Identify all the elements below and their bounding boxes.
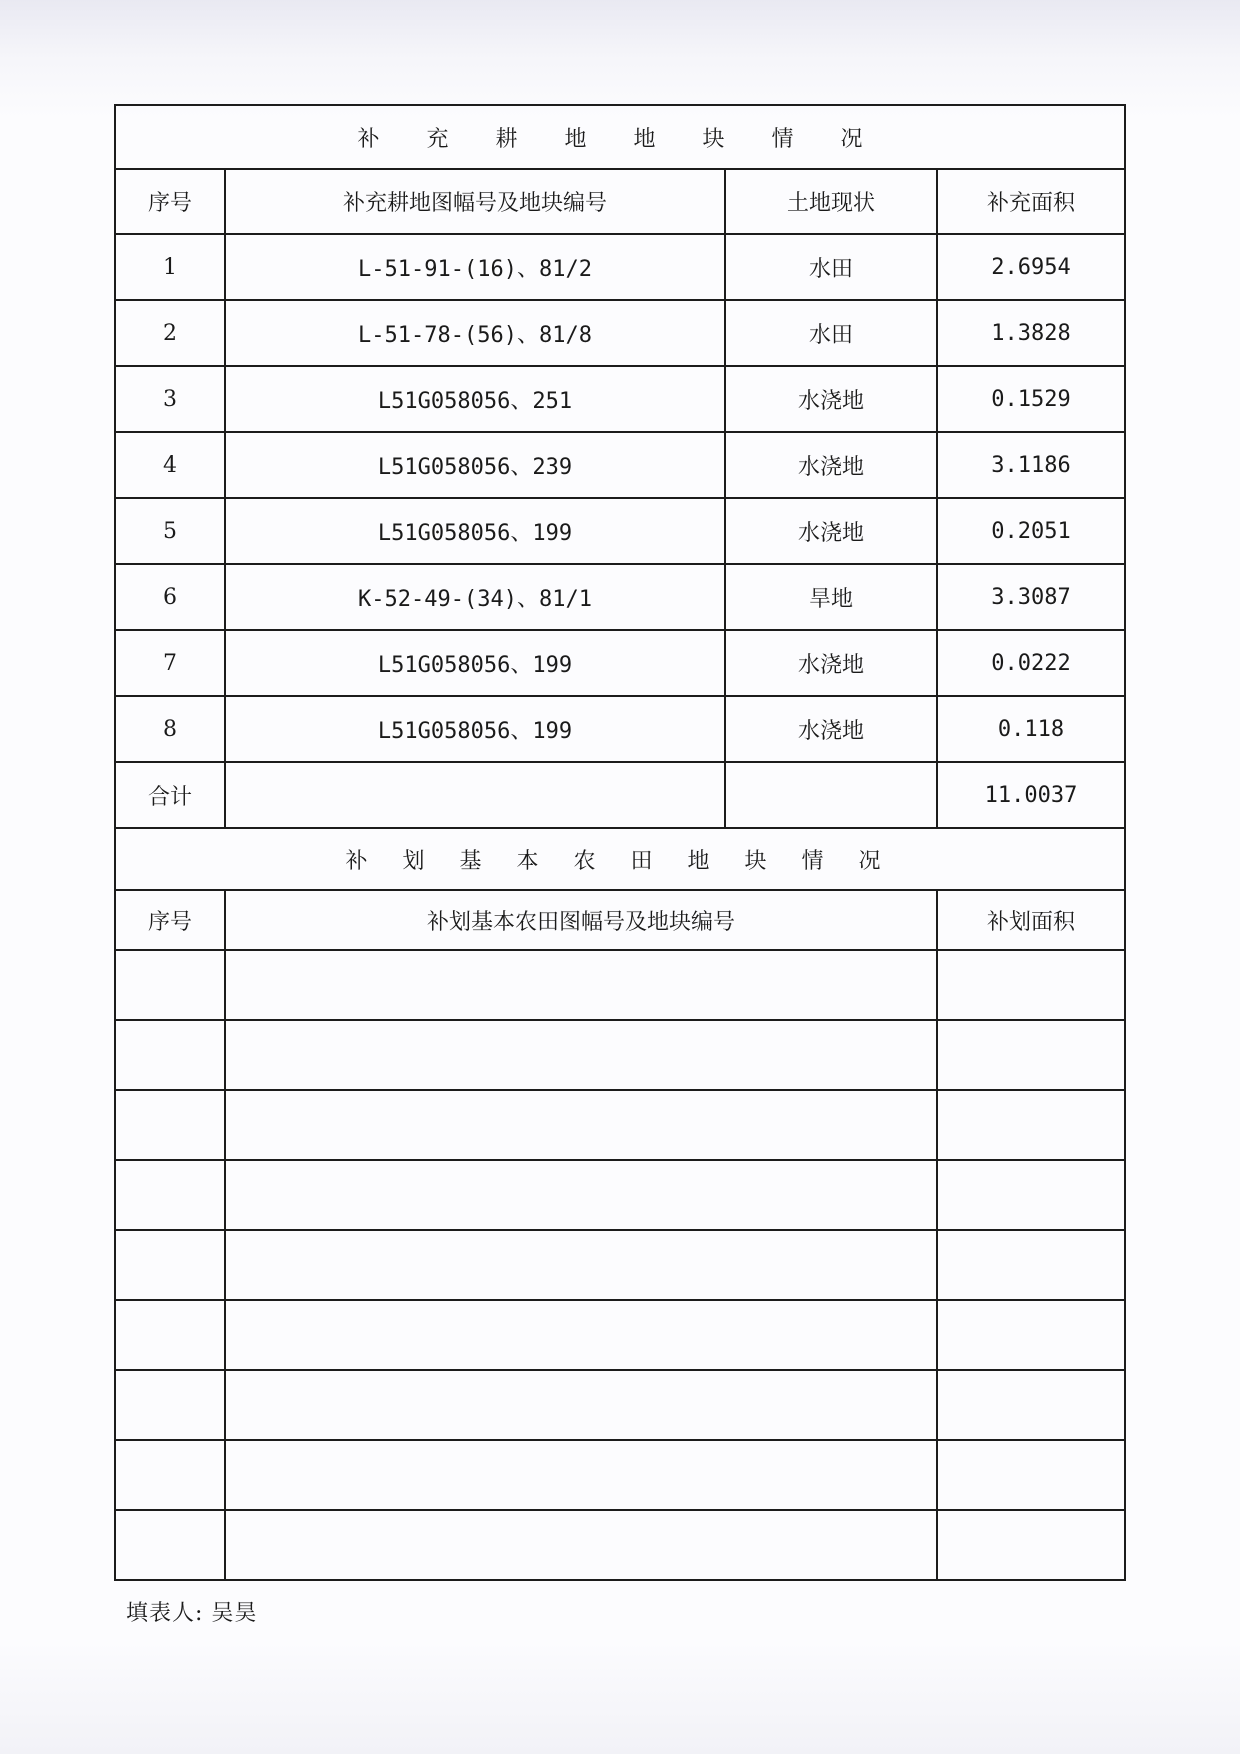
- section1-header-row: [115, 169, 1125, 234]
- row-area: 0.2051: [937, 498, 1125, 564]
- row-code: L-51-78-(56)、81/8: [225, 300, 725, 366]
- row-status: 旱地: [725, 564, 937, 630]
- total-status-empty: [725, 762, 937, 828]
- row-area: 1.3828: [937, 300, 1125, 366]
- blank-cell: [937, 1090, 1125, 1160]
- blank-cell: [115, 1370, 225, 1440]
- blank-cell: [225, 1510, 937, 1580]
- blank-cell: [115, 1300, 225, 1370]
- table-row: [115, 564, 1125, 630]
- row-status: 水浇地: [725, 630, 937, 696]
- blank-cell: [115, 1510, 225, 1580]
- blank-row: [115, 1510, 1125, 1580]
- header2-area: 补划面积: [937, 890, 1125, 950]
- blank-cell: [225, 1160, 937, 1230]
- row-code: L51G058056、199: [225, 498, 725, 564]
- section2-header-row: [115, 890, 1125, 950]
- section1-title: 补 充 耕 地 地 块 情 况: [115, 105, 1125, 169]
- row-area: 2.6954: [937, 234, 1125, 300]
- row-code: L51G058056、199: [225, 630, 725, 696]
- blank-cell: [937, 1160, 1125, 1230]
- row-seq: 2: [115, 300, 225, 366]
- row-status: 水浇地: [725, 432, 937, 498]
- row-status: 水浇地: [725, 498, 937, 564]
- row-area: 3.1186: [937, 432, 1125, 498]
- row-status: 水田: [725, 234, 937, 300]
- row-seq: 5: [115, 498, 225, 564]
- blank-cell: [115, 1090, 225, 1160]
- blank-cell: [937, 1020, 1125, 1090]
- row-seq: 1: [115, 234, 225, 300]
- row-code: L51G058056、199: [225, 696, 725, 762]
- total-value: 11.0037: [937, 762, 1125, 828]
- row-code: L51G058056、239: [225, 432, 725, 498]
- section2-title-row: [115, 828, 1125, 890]
- table-row: [115, 300, 1125, 366]
- table-row: [115, 366, 1125, 432]
- blank-row: [115, 1440, 1125, 1510]
- blank-cell: [937, 1370, 1125, 1440]
- row-seq: 3: [115, 366, 225, 432]
- blank-cell: [115, 1440, 225, 1510]
- total-row: [115, 762, 1125, 828]
- row-seq: 8: [115, 696, 225, 762]
- blank-cell: [225, 1370, 937, 1440]
- row-area: 3.3087: [937, 564, 1125, 630]
- blank-row: [115, 1160, 1125, 1230]
- filler-label: 填表人:: [126, 1601, 204, 1626]
- row-code: L-51-91-(16)、81/2: [225, 234, 725, 300]
- row-area: 0.1529: [937, 366, 1125, 432]
- blank-cell: [937, 1300, 1125, 1370]
- blank-cell: [115, 950, 225, 1020]
- total-label: 合计: [115, 762, 225, 828]
- table-row: [115, 696, 1125, 762]
- row-status: 水浇地: [725, 696, 937, 762]
- blank-cell: [225, 950, 937, 1020]
- table-row: [115, 234, 1125, 300]
- land-form: [114, 104, 1124, 1581]
- header-status: 土地现状: [725, 169, 937, 234]
- row-code: K-52-49-(34)、81/1: [225, 564, 725, 630]
- table-row: [115, 630, 1125, 696]
- row-status: 水浇地: [725, 366, 937, 432]
- row-seq: 4: [115, 432, 225, 498]
- header2-seq: 序号: [115, 890, 225, 950]
- blank-row: [115, 1020, 1125, 1090]
- blank-row: [115, 1090, 1125, 1160]
- blank-cell: [937, 1440, 1125, 1510]
- section2-title: 补 划 基 本 农 田 地 块 情 况: [115, 828, 1125, 890]
- blank-cell: [937, 1230, 1125, 1300]
- blank-cell: [225, 1300, 937, 1370]
- row-seq: 6: [115, 564, 225, 630]
- blank-cell: [225, 1440, 937, 1510]
- blank-cell: [225, 1020, 937, 1090]
- land-table: [114, 104, 1126, 1581]
- blank-cell: [115, 1020, 225, 1090]
- header-seq: 序号: [115, 169, 225, 234]
- row-area: 0.0222: [937, 630, 1125, 696]
- blank-cell: [937, 1510, 1125, 1580]
- table-row: [115, 432, 1125, 498]
- row-area: 0.118: [937, 696, 1125, 762]
- filler-name: 吴昊: [211, 1601, 258, 1626]
- header2-code: 补划基本农田图幅号及地块编号: [225, 890, 937, 950]
- table-row: [115, 498, 1125, 564]
- blank-cell: [115, 1230, 225, 1300]
- blank-cell: [115, 1160, 225, 1230]
- row-status: 水田: [725, 300, 937, 366]
- header-area: 补充面积: [937, 169, 1125, 234]
- blank-row: [115, 950, 1125, 1020]
- blank-cell: [225, 1090, 937, 1160]
- blank-cell: [937, 950, 1125, 1020]
- row-code: L51G058056、251: [225, 366, 725, 432]
- row-seq: 7: [115, 630, 225, 696]
- blank-row: [115, 1300, 1125, 1370]
- blank-row: [115, 1370, 1125, 1440]
- blank-row: [115, 1230, 1125, 1300]
- section1-title-row: [115, 105, 1125, 169]
- blank-cell: [225, 1230, 937, 1300]
- filler-line: [126, 1596, 257, 1627]
- total-code-empty: [225, 762, 725, 828]
- header-code: 补充耕地图幅号及地块编号: [225, 169, 725, 234]
